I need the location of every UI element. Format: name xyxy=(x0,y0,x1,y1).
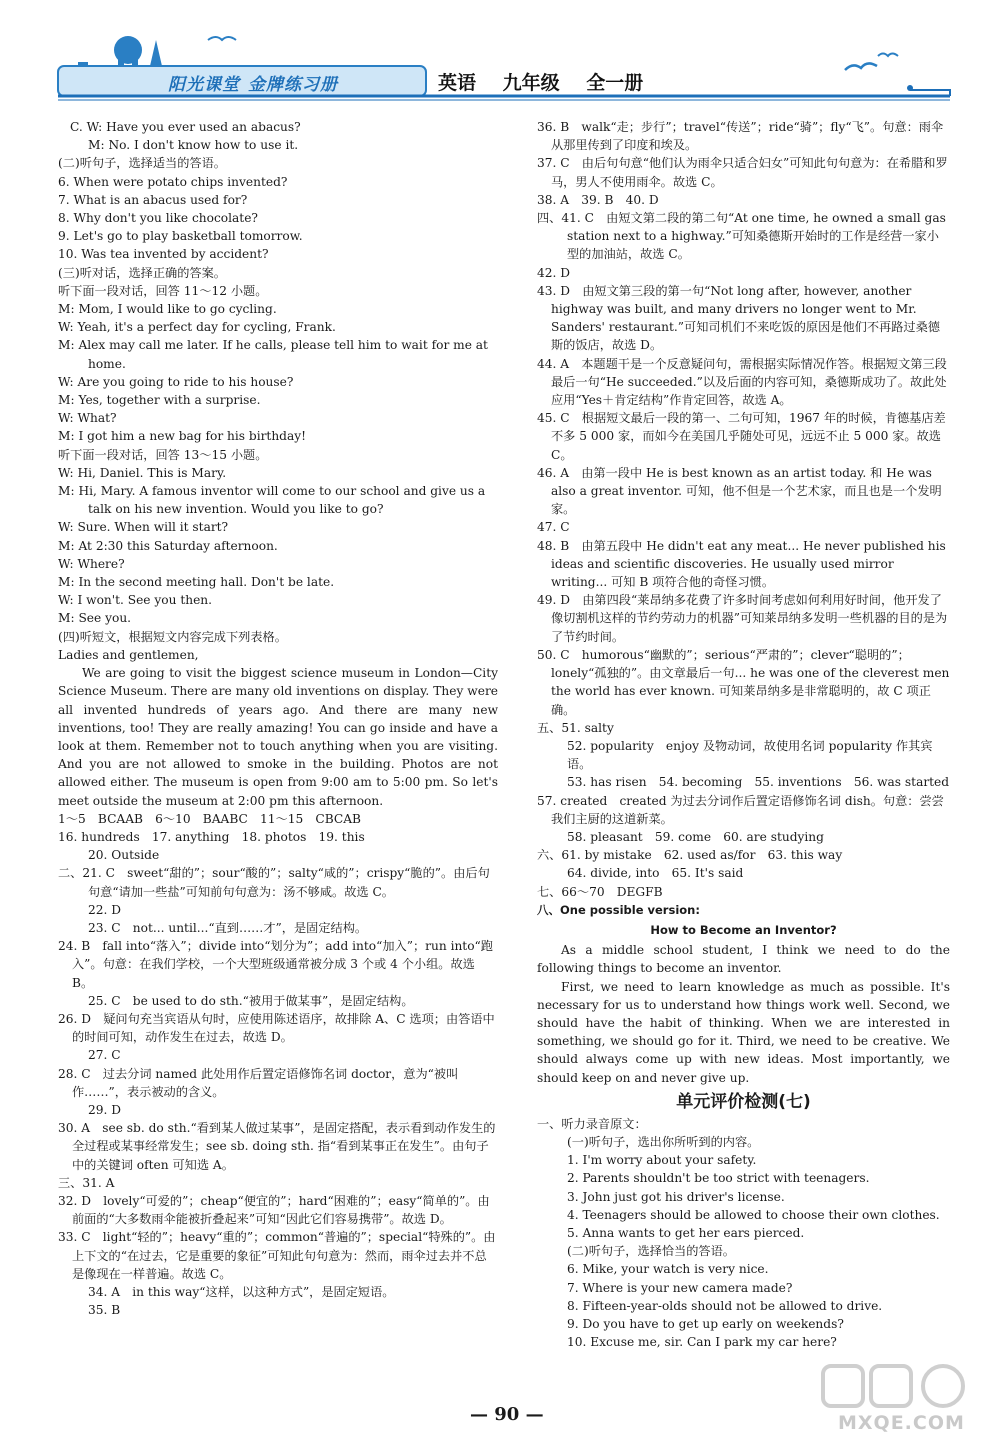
right-line: 46. A 由第一段中 He is best known as an artist today. 和 He was also a great inventor. 可知，他不但是一个艺术家，而且也是一个发明家。 xyxy=(537,465,942,517)
right-line: 47. C xyxy=(537,520,570,535)
page-header xyxy=(0,0,1000,120)
right-line: 6. Mike, your watch is very nice. xyxy=(567,1262,769,1277)
right-line: 57. created created 为过去分词作后置定语修饰名词 dish。句意：尝尝我们主厨的这道新菜。 xyxy=(537,793,944,826)
brand-part1: 阳光课堂 xyxy=(168,75,240,95)
right-line: 七、66～70 DEGFB xyxy=(537,884,663,899)
subject-label: 英语 xyxy=(438,72,477,94)
left-line: (四)听短文，根据短文内容完成下列表格。 xyxy=(58,629,287,644)
right-line: 3. John just got his driver's license. xyxy=(567,1189,785,1204)
brand-title xyxy=(168,70,338,95)
right-line: 六、61. by mistake 62. used as/for 63. this way xyxy=(537,848,843,863)
left-line: 28. C 过去分词 named 此处用作后置定语修饰名词 doctor，意为“被叫作……”，表示被动的含义。 xyxy=(58,1066,459,1099)
left-line: 32. D lovely“可爱的”；cheap“便宜的”；hard“困难的”；easy“简单的”。由前面的“大多数雨伞能被折叠起来”可知“因此它们容易携带”。故选 D。 xyxy=(58,1193,490,1227)
left-line: M: In the second meeting hall. Don't be late. xyxy=(58,575,335,590)
left-line: 二、21. C sweet“甜的”；sour“酸的”；salty“咸的”；crispy“脆的”。由后句句意“请加一些盐”可知前句句意为：汤不够咸。故选 C。 xyxy=(58,866,490,899)
left-line: We are going to visit the biggest science museum in London—City Science Museum. There are many old inventions on display. They were all invented hundreds of years ago. And there are many new inventions, too! They are really amazing! You can go inside and have a look at them. Remember not to touch anything when you are visiting. And you are not allowed to smoke in the building. Photos are not allowed either. The museum is open from 9:00 am to 5:00 pm. So let's meet outside the museum at 2:00 pm this afternoon. xyxy=(58,666,498,808)
right-line: 2. Parents shouldn't be too strict with teenagers. xyxy=(567,1171,870,1186)
left-line: W: Are you going to ride to his house? xyxy=(58,374,294,389)
right-line: 53. has risen 54. becoming 55. inventions 56. was started xyxy=(567,775,950,790)
right-line: 50. C humorous“幽默的”；serious“严肃的”；clever“聪明的”；lonely“孤独的”。由文章最后一句... he was one of the cleverest men the world has ever known. 可知莱昂纳多是非常聪明的，故 C 项正确。 xyxy=(537,647,950,717)
left-line: 8. Why don't you like chocolate? xyxy=(58,211,258,226)
left-line: M: I got him a new bag for his birthday! xyxy=(58,429,307,444)
right-line: 37. C 由后句句意“他们认为雨伞只适合妇女”可知此句句意为：在希腊和罗马，男人不使用雨伞。故选 C。 xyxy=(537,156,948,189)
left-line: 23. C not... until...“直到……才”，是固定结构。 xyxy=(88,920,368,935)
left-line: 三、31. A xyxy=(58,1175,115,1190)
left-line: (二)听句子，选择适当的答语。 xyxy=(58,156,226,171)
right-line: 5. Anna wants to get her ears pierced. xyxy=(567,1225,805,1240)
left-line: W: Hi, Daniel. This is Mary. xyxy=(58,465,227,480)
watermark-text: MXQE.COM xyxy=(838,1412,965,1434)
left-line: 16. hundreds 17. anything 18. photos 19. this xyxy=(58,829,365,844)
left-line: 听下面一段对话，回答 11～12 小题。 xyxy=(58,283,268,298)
left-line: M: Hi, Mary. A famous inventor will come to our school and give us a talk on his new invention. Would you like to go? xyxy=(58,484,486,517)
right-line: 单元评价检测(七) xyxy=(676,1091,811,1112)
right-line: (二)听句子，选择恰当的答语。 xyxy=(567,1244,735,1259)
left-line: W: What? xyxy=(58,411,117,426)
left-column xyxy=(58,118,498,1319)
left-line: 1～5 BCAAB 6～10 BAABC 11～15 CBCAB xyxy=(58,811,362,826)
left-line: C. W: Have you ever used an abacus? xyxy=(70,120,301,134)
left-line: Ladies and gentlemen, xyxy=(58,647,199,662)
left-line: 22. D xyxy=(88,902,122,917)
right-line: First, we need to learn knowledge as much as possible. It's necessary for us to understand how things work well. Second, we should have the habit of thinking. When we are interested in something, we should go for it. Third, we need to be creative. We should always come up with new ideas. Most importantly, we should keep on and never give up. xyxy=(537,979,950,1085)
right-line: 52. popularity enjoy 及物动词，故使用名词 popularity 作其宾语。 xyxy=(567,738,933,772)
right-line: 49. D 由第四段“莱昂纳多花费了许多时间考虑如何利用好时间，他开发了像切割机这样的节约劳动力的机器”可知莱昂纳多发明一些机器的目的是为了节约时间。 xyxy=(537,593,948,644)
right-line: 45. C 根据短文最后一段的第一、二句可知，1967 年的时候，肯德基店差不多 5 000 家，而如今在美国几乎随处可见，远远不止 5 000 家。故选 C。 xyxy=(537,411,946,462)
left-line: 30. A see sb. do sth.“看到某人做过某事”，是固定搭配，表示看到动作发生的全过程或某事经常发生；see sb. doing sth. 指“看到某事正在发生”。由句子中的关键词 often 可知选 A。 xyxy=(58,1121,496,1172)
right-line: 八、One possible version: xyxy=(537,902,700,917)
left-line: M: Yes, together with a surprise. xyxy=(58,393,261,408)
right-line: As a middle school student, I think we need to do the following things to become an inventor. xyxy=(537,943,950,976)
left-line: 24. B fall into“落入”；divide into“划分为”；add into“加入”；run into“跑入”。句意：在我们学校，一个大型班级通常被分成 3 个或 4 个小组。故选 B。 xyxy=(58,939,493,990)
right-line: 42. D xyxy=(537,265,571,280)
left-line: 7. What is an abacus used for? xyxy=(58,192,248,207)
right-line: 一、听力录音原文： xyxy=(537,1116,647,1131)
left-line: W: I won't. See you then. xyxy=(58,593,213,608)
right-line: 4. Teenagers should be allowed to choose their own clothes. xyxy=(567,1207,940,1222)
left-line: 27. C xyxy=(88,1048,121,1063)
left-line: M: At 2:30 this Saturday afternoon. xyxy=(58,538,278,553)
volume-label: 全一册 xyxy=(586,72,644,94)
left-line: (三)听对话，选择正确的答案。 xyxy=(58,265,226,280)
right-line: 58. pleasant 59. come 60. are studying xyxy=(567,829,824,844)
right-line: 36. B walk“走；步行”；travel“传送”；ride“骑”；fly“飞”。句意：雨伞从那里传到了印度和埃及。 xyxy=(537,120,944,153)
left-line: 34. A in this way“这样，以这种方式”，是固定短语。 xyxy=(88,1285,395,1299)
right-line: 四、41. C 由短文第二段的第二句“At one time, he owned a small gas station next to a highway.”可知桑德斯开始时的工作是经营一家小型的加油站，故选 C。 xyxy=(537,211,946,262)
left-line: M: No. I don't know how to use it. xyxy=(88,138,299,153)
left-line: W: Sure. When will it start? xyxy=(58,520,229,535)
right-line: 64. divide, into 65. It's said xyxy=(567,866,744,881)
left-line: 10. Was tea invented by accident? xyxy=(58,247,269,262)
left-line: M: Alex may call me later. If he calls, please tell him to wait for me at home. xyxy=(58,338,488,371)
right-line: 43. D 由短文第三段的第一句“Not long after, however, another highway was built, and many drivers no longer went to Mr. Sanders' restaurant.”可知司机们不来吃饭的原因是他们不再路过桑德斯的饭店，故选 D。 xyxy=(537,283,940,353)
left-line: W: Where? xyxy=(58,556,125,571)
book-title xyxy=(438,68,663,95)
right-line: 8. Fifteen-year-olds should not be allowed to drive. xyxy=(567,1298,883,1313)
left-line: 26. D 疑问句充当宾语从句时，应使用陈述语序，故排除 A、C 选项；由答语中的时间可知，动作发生在过去，故选 D。 xyxy=(58,1011,495,1045)
grade-label: 九年级 xyxy=(502,72,560,94)
left-line: 6. When were potato chips invented? xyxy=(58,174,288,189)
left-line: 听下面一段对话，回答 13～15 小题。 xyxy=(58,447,268,462)
right-line: 五、51. salty xyxy=(537,720,614,735)
left-line: 25. C be used to do sth.“被用于做某事”，是固定结构。 xyxy=(88,993,414,1008)
right-line: (一)听句子，选出你所听到的内容。 xyxy=(567,1134,760,1149)
left-line: M: See you. xyxy=(58,611,132,626)
brand-part2: 金牌练习册 xyxy=(248,75,338,95)
left-line: 9. Let's go to play basketball tomorrow. xyxy=(58,229,303,244)
left-line: 29. D xyxy=(88,1102,122,1117)
right-line: 7. Where is your new camera made? xyxy=(567,1280,793,1295)
left-line: 35. B xyxy=(88,1303,121,1318)
right-line: 9. Do you have to get up early on weekends? xyxy=(567,1317,844,1331)
left-line: 33. C light“轻的”；heavy“重的”；common“普遍的”；special“特殊的”。由上下文的“在过去，它是重要的象征”可知此句句意为：然而，雨伞过去并不总是像现在一样普遍。故选 C。 xyxy=(58,1230,496,1281)
right-line: 10. Excuse me, sir. Can I park my car here? xyxy=(567,1335,837,1350)
right-line: 38. A 39. B 40. D xyxy=(537,192,659,207)
left-line: M: Mom, I would like to go cycling. xyxy=(58,302,277,317)
right-line: 48. B 由第五段中 He didn't eat any meat... He never published his ideas and scientific discoveries. He usually used mirror writing... 可知 B 项符合他的奇怪习惯。 xyxy=(537,538,946,590)
right-column xyxy=(537,118,950,1351)
header-decoration xyxy=(0,0,1000,120)
left-line: W: Yeah, it's a perfect day for cycling, Frank. xyxy=(58,320,336,335)
right-line: 1. I'm worry about your safety. xyxy=(567,1153,757,1168)
right-line: 44. A 本题题干是一个反意疑问句，需根据实际情况作答。根据短文第三段最后一句“He succeeded.”以及后面的内容可知，桑德斯成功了。故此处应用“Yes＋肯定结构”作肯定回答，故选 A。 xyxy=(537,356,947,408)
page-number: — 90 — xyxy=(470,1404,544,1425)
right-line: How to Become an Inventor? xyxy=(650,922,837,937)
left-line: 20. Outside xyxy=(88,848,160,863)
